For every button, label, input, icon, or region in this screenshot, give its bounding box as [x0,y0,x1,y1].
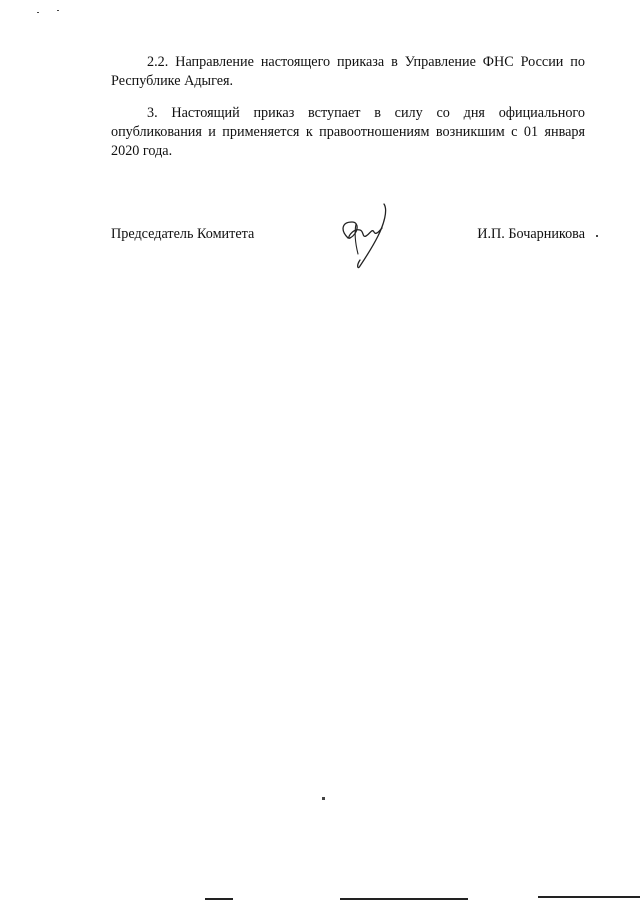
signer-name: И.П. Бочарникова [477,226,585,242]
handwritten-signature-icon [334,200,398,272]
scan-speck [57,10,59,11]
bottom-rule [205,898,233,900]
bottom-rule [340,898,468,900]
paragraph-3: 3. Настоящий приказ вступает в силу со дня официального опубликования и применяется к правоотношениям возникшим с 01 января 2020 года. [111,105,585,159]
bottom-rule [538,896,640,898]
scan-speck [322,797,325,800]
scan-speck [596,235,598,237]
signer-title: Председатель Комитета [111,226,255,242]
scan-speck [37,12,39,13]
paragraph-2-2: 2.2. Направление настоящего приказа в Управление ФНС России по Республике Адыгея. [111,54,585,89]
